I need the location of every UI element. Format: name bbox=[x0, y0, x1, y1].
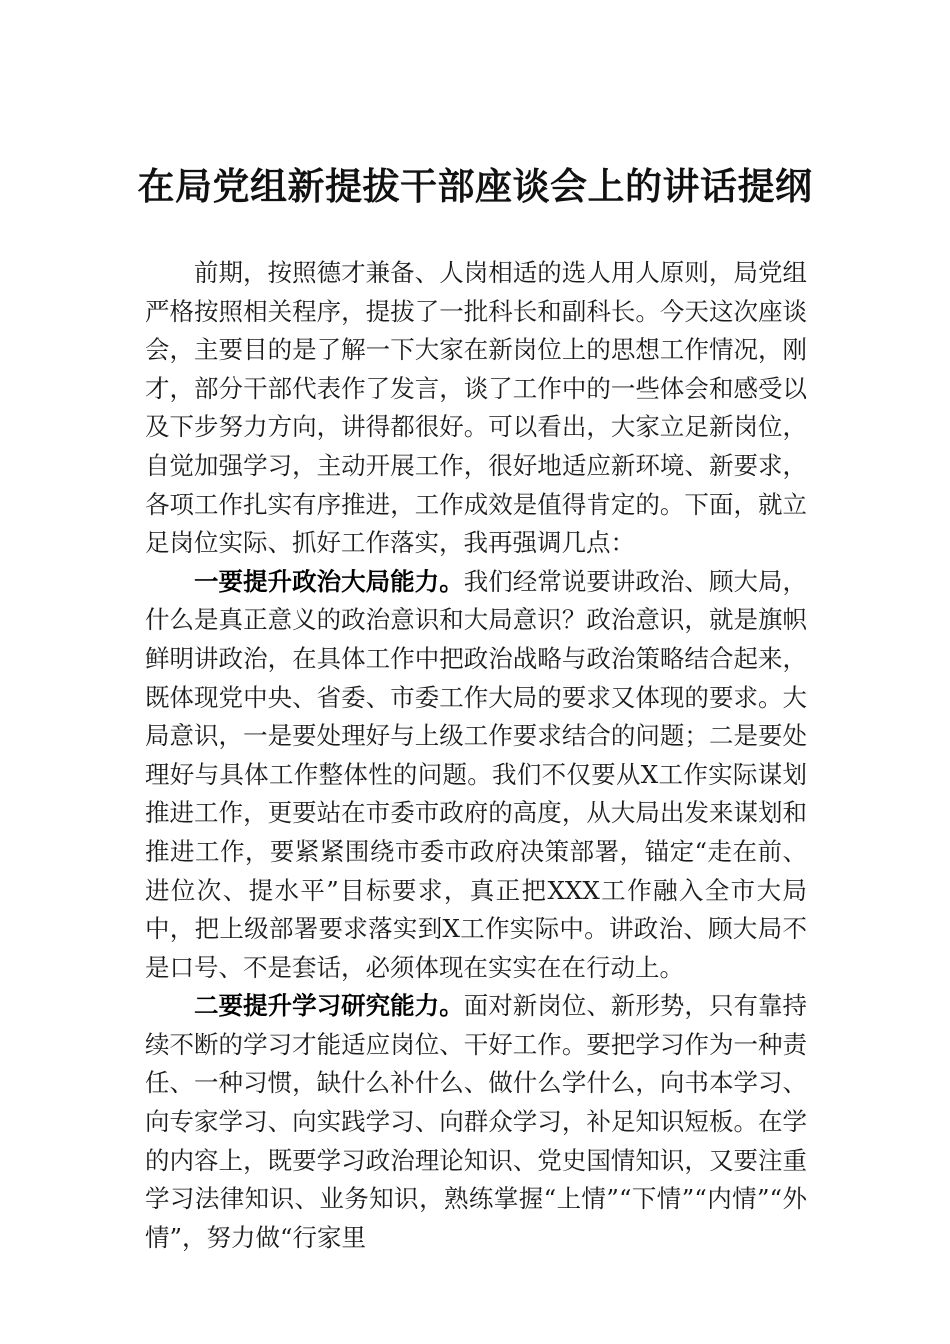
paragraph-text: 面对新岗位、新形势，只有靠持续不断的学习才能适应岗位、干好工作。要把学习作为一种责任、一种习惯，缺什么补什么、做什么学什么，向书本学习、向专家学习、向实践学习、向群众学习，补足知识短板。在学的内容上，既要学习政治理论知识、党史国情知识，又要注重学习法律知识、业务知识，熟练掌握“上情”“下情”“内情”“外情”，努力做“行家里 bbox=[145, 991, 808, 1252]
paragraph-lead: 二要提升学习研究能力。 bbox=[194, 991, 464, 1021]
paragraph-point-one bbox=[145, 563, 807, 988]
document-title: 在局党组新提拔干部座谈会上的讲话提纲 bbox=[137, 164, 813, 208]
document-body bbox=[145, 254, 807, 1257]
paragraph-text: 我们经常说要讲政治、顾大局，什么是真正意义的政治意识和大局意识？政治意识，就是旗帜鲜明讲政治，在具体工作中把政治战略与政治策略结合起来，既体现党中央、省委、市委工作大局的要求又体现的要求。大局意识，一是要处理好与上级工作要求结合的问题；二是要处理好与具体工作整体性的问题。我们不仅要从X工作实际谋划推进工作，更要站在市委市政府的高度，从大局出发来谋划和推进工作，要紧紧围绕市委市政府决策部署，锚定“走在前、进位次、提水平”目标要求，真正把XXX工作融入全市大局中，把上级部署要求落实到X工作实际中。讲政治、顾大局不是口号、不是套话，必须体现在实实在在行动上。 bbox=[145, 566, 808, 982]
paragraph-point-two bbox=[145, 987, 807, 1257]
paragraph-lead: 一要提升政治大局能力。 bbox=[194, 566, 464, 596]
paragraph-intro bbox=[145, 254, 807, 563]
paragraph-text: 前期，按照德才兼备、人岗相适的选人用人原则，局党组严格按照相关程序，提拔了一批科长和副科长。今天这次座谈会，主要目的是了解一下大家在新岗位上的思想工作情况，刚才，部分干部代表作了发言，谈了工作中的一些体会和感受以及下步努力方向，讲得都很好。可以看出，大家立足新岗位，自觉加强学习，主动开展工作，很好地适应新环境、新要求，各项工作扎实有序推进，工作成效是值得肯定的。下面，就立足岗位实际、抓好工作落实，我再强调几点： bbox=[145, 258, 807, 558]
